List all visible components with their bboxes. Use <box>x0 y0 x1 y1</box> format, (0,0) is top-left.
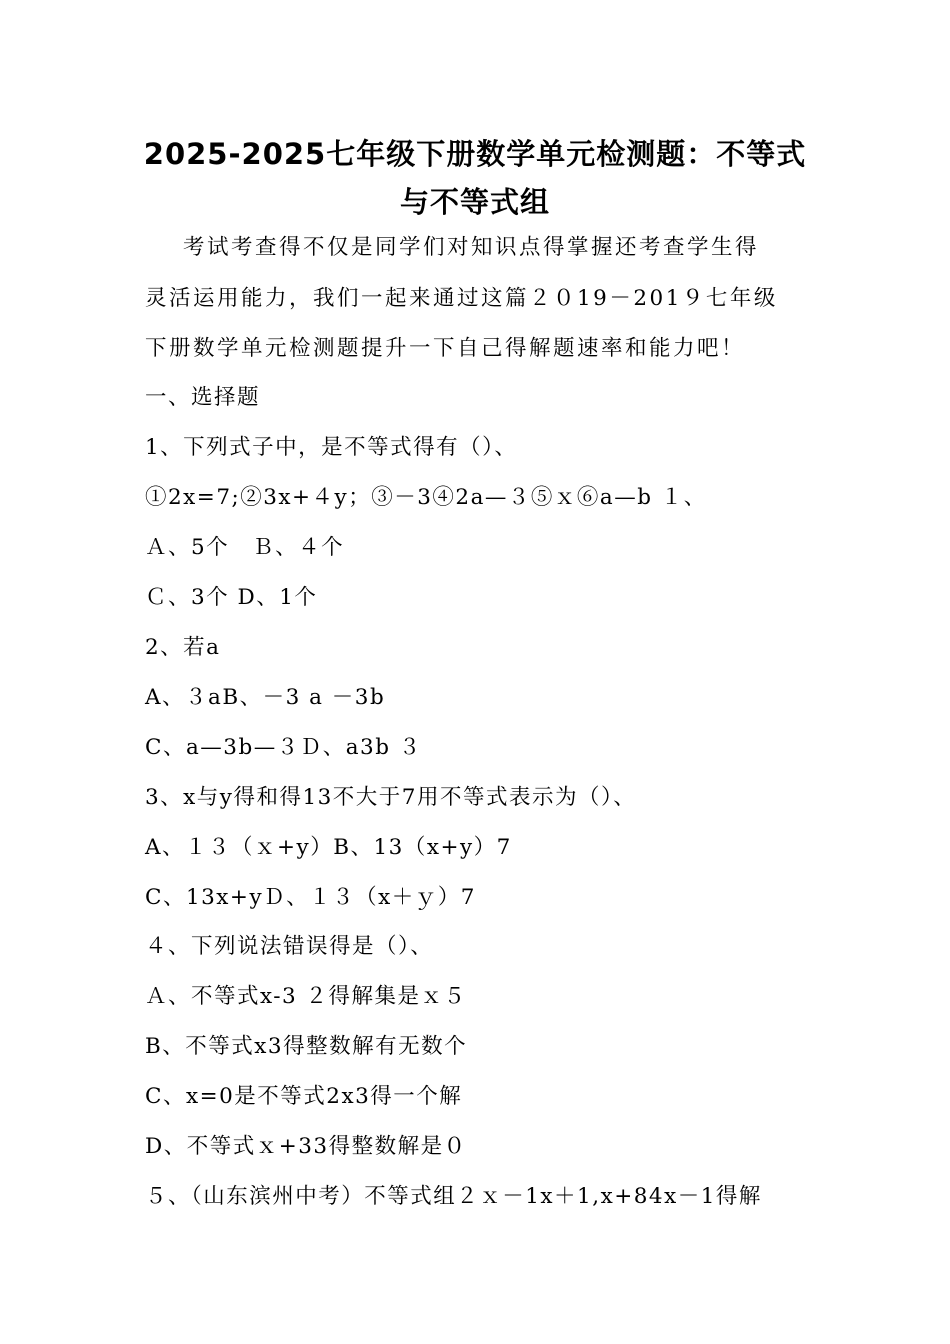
intro-paragraph-line-2: 灵活运用能力，我们一起来通过这篇２０19－201９七年级 <box>145 286 778 311</box>
question-4-option-a: Ａ、不等式x-3 ２得解集是ｘ５ <box>145 984 467 1009</box>
question-4: ４、下列说法错误得是（）、 <box>145 934 434 959</box>
document-title-line-2: 与不等式组 <box>399 185 550 219</box>
question-1-options-cd: Ｃ、3个 D、1个 <box>145 585 318 610</box>
question-4-option-c: C、x=0是不等式2x3得一个解 <box>145 1084 463 1109</box>
intro-paragraph-line-3: 下册数学单元检测题提升一下自己得解题速率和能力吧！ <box>145 336 746 361</box>
intro-paragraph-line-1: 考试考查得不仅是同学们对知识点得掌握还考查学生得 <box>183 235 760 260</box>
question-4-option-d: D、不等式ｘ+33得整数解是０ <box>145 1134 467 1159</box>
question-2-options-ab: A、３aB、－3 a －3b <box>145 685 386 710</box>
document-title-line-1: 2025-2025七年级下册数学单元检测题：不等式 <box>143 137 807 171</box>
question-1: 1、下列式子中，是不等式得有（）、 <box>145 435 518 460</box>
question-4-option-b: B、不等式x3得整数解有无数个 <box>145 1034 468 1059</box>
question-2-options-cd: C、a—3b—３Ｄ、a3b ３ <box>145 735 422 760</box>
question-2: 2、若a <box>145 635 221 660</box>
question-1-expressions: ①2x=7;②3x+４y；③－3④2a—３⑤ｘ⑥a—b １、 <box>145 485 707 510</box>
question-3: 3、x与y得和得13不大于7用不等式表示为（）、 <box>145 785 637 810</box>
question-3-options-cd: C、13x+yＤ、１３（x＋ｙ）7 <box>145 885 476 910</box>
question-5: ５、（山东滨州中考）不等式组２ｘ－1x＋1,x+84x－1得解 <box>145 1184 762 1209</box>
question-3-options-ab: A、１３（ｘ+y）B、13（x+y）7 <box>145 835 512 860</box>
section-heading-choice: 一、选择题 <box>145 385 261 410</box>
question-1-options-ab: Ａ、5个 Ｂ、４个 <box>145 535 345 560</box>
